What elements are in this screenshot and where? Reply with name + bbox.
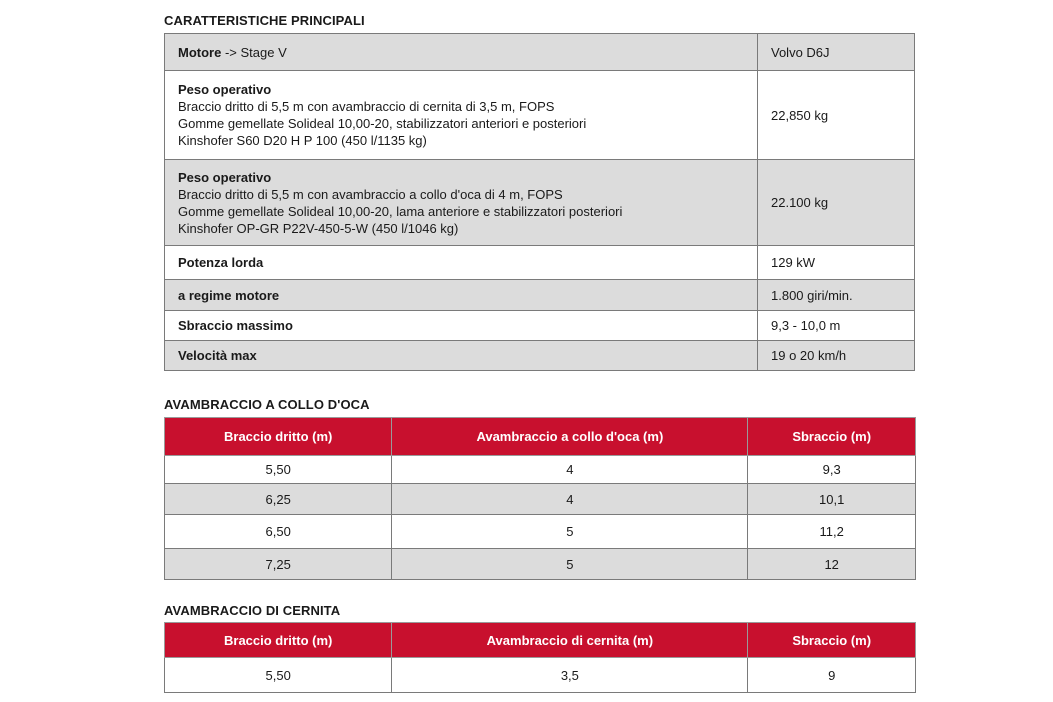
table-row (165, 71, 915, 160)
table-row (165, 34, 915, 71)
collo-table (164, 417, 916, 580)
table-cell: 5 (392, 549, 748, 580)
table-cell: 5,50 (165, 456, 392, 484)
table-row (165, 549, 916, 580)
column-header: Sbraccio (m) (748, 418, 916, 456)
table-cell: 7,25 (165, 549, 392, 580)
spec-label-bold: Potenza lorda (178, 255, 264, 270)
table-row (165, 280, 915, 311)
spec-value: 19 o 20 km/h (758, 341, 915, 371)
header-row (165, 418, 916, 456)
table-cell: 11,2 (748, 515, 916, 549)
table-row (165, 341, 915, 371)
table-cell: 12 (748, 549, 916, 580)
spec-label (165, 341, 758, 371)
spec-label (165, 311, 758, 341)
column-header: Avambraccio di cernita (m) (392, 623, 748, 658)
spec-label-rest: -> Stage V (221, 44, 287, 60)
section-title-main: CARATTERISTICHE PRINCIPALI (164, 13, 365, 28)
spec-label (165, 34, 758, 71)
spec-detail-line: Braccio dritto di 5,5 m con avambraccio di cernita di 3,5 m, FOPS (178, 99, 555, 114)
spec-label (165, 160, 758, 246)
specs-table (164, 33, 915, 371)
table-row (165, 484, 916, 515)
spec-detail-line: Braccio dritto di 5,5 m con avambraccio a collo d'oca di 4 m, FOPS (178, 186, 563, 202)
spec-value: Volvo D6J (758, 34, 915, 71)
table-cell: 3,5 (392, 658, 748, 693)
table-cell: 9 (748, 658, 916, 693)
column-header: Braccio dritto (m) (165, 623, 392, 658)
spec-value: 22,850 kg (758, 71, 915, 160)
spec-detail-line: Gomme gemellate Solideal 10,00-20, lama anteriore e stabilizzatori posteriori (178, 203, 623, 219)
table-row (165, 515, 916, 549)
table-row (165, 311, 915, 341)
column-header: Avambraccio a collo d'oca (m) (392, 418, 748, 456)
table-row (165, 246, 915, 280)
table-cell: 5,50 (165, 658, 392, 693)
table-cell: 9,3 (748, 456, 916, 484)
spec-value: 1.800 giri/min. (758, 280, 915, 311)
section-title-collo: AVAMBRACCIO A COLLO D'OCA (164, 397, 370, 412)
table-cell: 10,1 (748, 484, 916, 515)
spec-label-bold: Velocità max (178, 348, 257, 363)
spec-label-bold: Peso operativo (178, 169, 272, 185)
spec-detail-line: Gomme gemellate Solideal 10,00-20, stabilizzatori anteriori e posteriori (178, 116, 587, 131)
spec-label-bold: Peso operativo (178, 82, 272, 97)
cernita-table (164, 622, 916, 693)
table-cell: 6,50 (165, 515, 392, 549)
spec-value: 9,3 - 10,0 m (758, 311, 915, 341)
table-row (165, 160, 915, 246)
table-cell: 5 (392, 515, 748, 549)
spec-detail-line: Kinshofer OP-GR P22V-450-5-W (450 l/1046 kg) (178, 220, 459, 236)
column-header: Braccio dritto (m) (165, 418, 392, 456)
section-title-cernita: AVAMBRACCIO DI CERNITA (164, 603, 341, 618)
spec-value: 129 kW (758, 246, 915, 280)
spec-label (165, 71, 758, 160)
table-row (165, 658, 916, 693)
spec-label-bold: Motore (178, 44, 222, 60)
table-cell: 4 (392, 456, 748, 484)
table-row (165, 456, 916, 484)
table-cell: 4 (392, 484, 748, 515)
spec-value: 22.100 kg (758, 160, 915, 246)
spec-label-bold: Sbraccio massimo (178, 318, 293, 333)
column-header: Sbraccio (m) (748, 623, 916, 658)
spec-label (165, 246, 758, 280)
spec-label-bold: a regime motore (178, 287, 280, 303)
table-cell: 6,25 (165, 484, 392, 515)
spec-detail-line: Kinshofer S60 D20 H P 100 (450 l/1135 kg) (178, 133, 427, 148)
header-row (165, 623, 916, 658)
spec-label (165, 280, 758, 311)
